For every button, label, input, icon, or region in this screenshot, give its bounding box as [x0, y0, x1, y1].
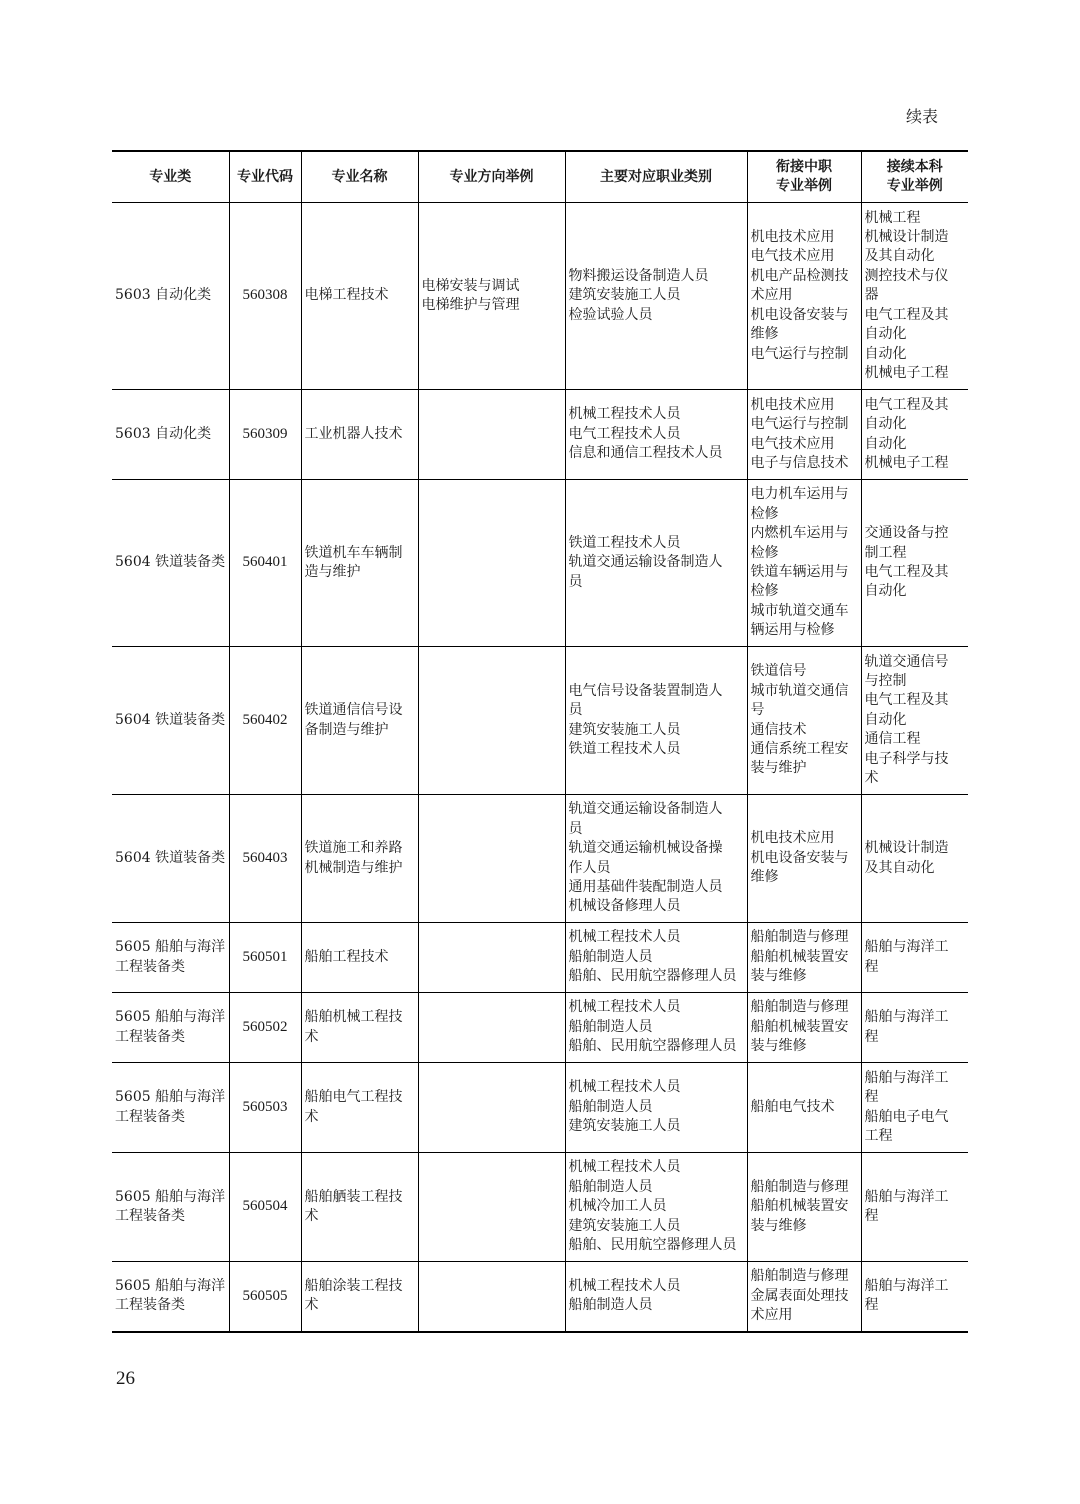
cell-text: 船舶电子电气	[864, 1108, 949, 1125]
cell-text: 5605 船舶与海洋	[115, 1188, 226, 1205]
cell-direction	[418, 1153, 565, 1262]
cell-text: 检修	[750, 505, 779, 522]
cell-name	[301, 1153, 418, 1262]
cell-text: 轨道交通运输设备制造人	[568, 801, 723, 818]
cell-text: 船舶舾装工程技	[304, 1188, 403, 1205]
cell-direction	[418, 480, 565, 647]
header-text: 主要对应职业类别	[600, 168, 712, 185]
cell-text: 城市轨道交通信	[750, 682, 849, 699]
cell-jobs	[565, 993, 747, 1063]
cell-text: 城市轨道交通车	[750, 602, 849, 619]
cell-text: 5604 铁道装备类	[115, 849, 226, 866]
cell-text: 船舶制造与修理	[750, 1268, 849, 1285]
cell-name	[301, 993, 418, 1063]
cell-text: 船舶与海洋工	[864, 1188, 949, 1205]
cell-secondary	[747, 1063, 861, 1153]
cell-text: 电子与信息技术	[750, 454, 849, 471]
cell-bachelor	[861, 647, 968, 795]
cell-code: 560505	[229, 1262, 301, 1332]
cell-category	[112, 390, 229, 480]
cell-text: 装与维修	[750, 1038, 807, 1055]
cell-category	[112, 993, 229, 1063]
cell-name	[301, 390, 418, 480]
cell-text: 船舶制造人员	[568, 1098, 653, 1115]
cell-code: 560503	[229, 1063, 301, 1153]
header-text: 专业类	[149, 168, 192, 185]
cell-text: 机械电子工程	[864, 454, 949, 471]
cell-text: 机械设计制造	[864, 229, 949, 246]
cell-text: 及其自动化	[864, 859, 935, 876]
cell-text: 工程装备类	[115, 1108, 185, 1125]
cell-text: 通信系统工程安	[750, 740, 849, 757]
table-row	[112, 1063, 968, 1153]
cell-text: 自动化	[864, 583, 907, 600]
cell-text: 铁道工程技术人员	[568, 740, 681, 757]
cell-text: 机电设备安装与	[750, 849, 849, 866]
cell-text: 内燃机车运用与	[750, 525, 849, 542]
cell-text: 船舶机械工程技	[304, 1009, 403, 1026]
cell-text: 5605 船舶与海洋	[115, 1089, 226, 1106]
cell-text: 工程装备类	[115, 958, 185, 975]
cell-text: 船舶机械装置安	[750, 1198, 849, 1215]
cell-text: 物料搬运设备制造人员	[568, 267, 709, 284]
cell-text: 术	[304, 1297, 319, 1314]
cell-direction	[418, 1262, 565, 1332]
header-direction	[418, 151, 565, 203]
cell-secondary	[747, 1262, 861, 1332]
cell-jobs	[565, 480, 747, 647]
cell-text: 建筑安装施工人员	[568, 1217, 681, 1234]
cell-text: 及其自动化	[864, 248, 935, 265]
cell-category	[112, 480, 229, 647]
cell-text: 5604 铁道装备类	[115, 554, 226, 571]
cell-secondary	[747, 923, 861, 993]
cell-text: 建筑安装施工人员	[568, 287, 681, 304]
cell-text: 造与维护	[304, 564, 361, 580]
table-row	[112, 390, 968, 480]
page-number: 26	[116, 1368, 135, 1389]
cell-text: 机械电子工程	[864, 364, 949, 381]
cell-text: 电气工程技术人员	[568, 425, 681, 442]
cell-text: 5603 自动化类	[115, 287, 212, 304]
cell-text: 员	[568, 573, 583, 590]
cell-jobs	[565, 390, 747, 480]
cell-text: 铁道车辆运用与	[750, 564, 849, 580]
cell-text: 船舶制造与修理	[750, 1178, 849, 1195]
cell-text: 电气运行与控制	[750, 345, 849, 362]
cell-code: 560501	[229, 923, 301, 993]
table-row	[112, 480, 968, 647]
cell-text: 机械工程技术人员	[568, 999, 681, 1016]
cell-code: 560309	[229, 390, 301, 480]
cell-name	[301, 1063, 418, 1153]
cell-text: 机械工程技术人员	[568, 1079, 681, 1096]
cell-text: 装与维修	[750, 1217, 807, 1234]
cell-text: 船舶制造人员	[568, 1297, 653, 1314]
cell-text: 工业机器人技术	[304, 425, 403, 442]
table-row	[112, 993, 968, 1063]
cell-direction	[418, 203, 565, 390]
cell-secondary	[747, 480, 861, 647]
cell-name	[301, 795, 418, 923]
cell-text: 轨道交通运输机械设备操	[568, 840, 723, 857]
cell-text: 铁道通信信号设	[304, 702, 403, 719]
cell-text: 机电设备安装与	[750, 306, 849, 323]
cell-secondary	[747, 647, 861, 795]
cell-text: 自动化	[864, 345, 907, 362]
header-bachelor	[861, 151, 968, 203]
cell-jobs	[565, 1153, 747, 1262]
cell-bachelor	[861, 1063, 968, 1153]
cell-text: 与控制	[864, 672, 907, 689]
cell-category	[112, 1063, 229, 1153]
cell-bachelor	[861, 390, 968, 480]
cell-text: 5605 船舶与海洋	[115, 1009, 226, 1026]
cell-text: 铁道工程技术人员	[568, 534, 681, 551]
cell-direction	[418, 795, 565, 923]
cell-text: 船舶机械装置安	[750, 948, 849, 965]
cell-text: 通信工程	[864, 731, 921, 748]
header-text: 专业举例	[886, 178, 943, 194]
table-row	[112, 795, 968, 923]
cell-text: 机电产品检测技	[750, 267, 849, 284]
cell-text: 船舶电气技术	[750, 1098, 835, 1115]
cell-text: 建筑安装施工人员	[568, 1118, 681, 1135]
cell-text: 维修	[750, 869, 779, 886]
cell-text: 通用基础件装配制造人员	[568, 878, 723, 895]
cell-text: 程	[864, 1208, 879, 1224]
cell-text: 电梯安装与调试	[421, 277, 520, 294]
cell-text: 铁道信号	[750, 663, 807, 680]
cell-text: 机械设计制造	[864, 840, 949, 857]
cell-text: 自动化	[864, 435, 907, 452]
cell-text: 自动化	[864, 416, 907, 433]
cell-direction	[418, 923, 565, 993]
header-code	[229, 151, 301, 203]
cell-code: 560504	[229, 1153, 301, 1262]
table-row	[112, 923, 968, 993]
cell-text: 船舶、民用航空器修理人员	[568, 1038, 737, 1055]
cell-code: 560308	[229, 203, 301, 390]
cell-text: 船舶制造人员	[568, 1018, 653, 1035]
cell-category	[112, 1262, 229, 1332]
cell-secondary	[747, 203, 861, 390]
cell-text: 作人员	[568, 859, 611, 876]
cell-text: 术	[864, 770, 879, 787]
cell-text: 电气技术应用	[750, 435, 835, 452]
cell-text: 电气工程及其	[864, 564, 949, 580]
header-secondary	[747, 151, 861, 203]
cell-text: 电气运行与控制	[750, 416, 849, 433]
cell-category	[112, 203, 229, 390]
cell-text: 电气技术应用	[750, 248, 835, 265]
header-category	[112, 151, 229, 203]
cell-text: 器	[864, 287, 879, 304]
cell-text: 机械工程	[864, 209, 921, 226]
cell-text: 船舶制造人员	[568, 948, 653, 965]
table-row	[112, 1262, 968, 1332]
cell-text: 机电技术应用	[750, 830, 835, 847]
cell-direction	[418, 647, 565, 795]
cell-direction	[418, 1063, 565, 1153]
cell-text: 工程装备类	[115, 1028, 185, 1045]
cell-jobs	[565, 203, 747, 390]
header-text: 衔接中职	[776, 159, 832, 175]
cell-text: 机械设备修理人员	[568, 898, 681, 915]
cell-text: 制工程	[864, 544, 907, 561]
cell-text: 船舶机械装置安	[750, 1018, 849, 1035]
cell-text: 轨道交通运输设备制造人	[568, 554, 723, 571]
cell-bachelor	[861, 993, 968, 1063]
cell-category	[112, 795, 229, 923]
cell-text: 装与维修	[750, 968, 807, 985]
cell-text: 通信技术	[750, 721, 807, 738]
cell-direction	[418, 390, 565, 480]
cell-text: 船舶与海洋工	[864, 1277, 949, 1294]
table-row	[112, 203, 968, 390]
cell-text: 船舶、民用航空器修理人员	[568, 968, 737, 985]
cell-text: 检修	[750, 544, 779, 561]
cell-text: 铁道施工和养路	[304, 840, 403, 857]
cell-text: 程	[864, 1297, 879, 1314]
cell-bachelor	[861, 480, 968, 647]
header-jobs	[565, 151, 747, 203]
cell-secondary	[747, 1153, 861, 1262]
cell-text: 机械工程技术人员	[568, 929, 681, 946]
cell-category	[112, 1153, 229, 1262]
cell-text: 机械工程技术人员	[568, 1159, 681, 1176]
cell-text: 5604 铁道装备类	[115, 711, 226, 728]
cell-bachelor	[861, 923, 968, 993]
continued-table-label: 续表	[905, 107, 938, 126]
cell-category	[112, 647, 229, 795]
cell-code: 560403	[229, 795, 301, 923]
cell-text: 员	[568, 702, 583, 719]
cell-text: 电力机车运用与	[750, 486, 849, 503]
cell-text: 机械工程技术人员	[568, 406, 681, 423]
cell-code: 560502	[229, 993, 301, 1063]
cell-name	[301, 1262, 418, 1332]
cell-text: 船舶工程技术	[304, 948, 389, 965]
cell-secondary	[747, 993, 861, 1063]
cell-text: 自动化	[864, 711, 907, 728]
cell-jobs	[565, 1063, 747, 1153]
table-row	[112, 1153, 968, 1262]
cell-text: 术	[304, 1108, 319, 1125]
cell-text: 电梯维护与管理	[421, 297, 520, 313]
cell-jobs	[565, 647, 747, 795]
cell-text: 建筑安装施工人员	[568, 721, 681, 738]
cell-jobs	[565, 795, 747, 923]
cell-text: 5605 船舶与海洋	[115, 939, 226, 956]
cell-text: 5605 船舶与海洋	[115, 1277, 226, 1294]
cell-text: 电气工程及其	[864, 396, 949, 413]
cell-bachelor	[861, 203, 968, 390]
header-text: 专业举例	[776, 178, 832, 194]
cell-text: 电子科学与技	[864, 750, 949, 767]
cell-text: 维修	[750, 326, 779, 343]
cell-text: 船舶与海洋工	[864, 1009, 949, 1026]
cell-name	[301, 647, 418, 795]
cell-text: 检验试验人员	[568, 306, 653, 323]
cell-name	[301, 923, 418, 993]
cell-category	[112, 923, 229, 993]
cell-text: 备制造与维护	[304, 721, 389, 738]
header-text: 专业方向举例	[449, 168, 534, 185]
cell-text: 检修	[750, 583, 779, 600]
cell-text: 程	[864, 1028, 879, 1045]
cell-text: 铁道机车车辆制	[304, 544, 403, 561]
cell-text: 测控技术与仪	[864, 267, 949, 284]
cell-text: 船舶与海洋工	[864, 939, 949, 956]
cell-text: 术	[304, 1208, 319, 1224]
table-header-row	[112, 151, 968, 203]
cell-text: 电气信号设备装置制造人	[568, 682, 723, 699]
cell-bachelor	[861, 795, 968, 923]
cell-text: 术应用	[750, 287, 793, 304]
cell-text: 机械工程技术人员	[568, 1277, 681, 1294]
cell-text: 装与维护	[750, 760, 807, 777]
cell-bachelor	[861, 1153, 968, 1262]
cell-text: 电气工程及其	[864, 306, 949, 323]
cell-text: 自动化	[864, 326, 907, 343]
header-name	[301, 151, 418, 203]
cell-text: 机械制造与维护	[304, 859, 403, 876]
header-text: 专业名称	[331, 168, 388, 185]
header-text: 专业代码	[237, 168, 293, 185]
cell-text: 机电技术应用	[750, 229, 835, 246]
cell-text: 金属表面处理技	[750, 1287, 849, 1304]
header-text: 接续本科	[886, 159, 943, 175]
cell-text: 船舶制造人员	[568, 1178, 653, 1195]
cell-jobs	[565, 1262, 747, 1332]
cell-text: 电梯工程技术	[304, 287, 389, 304]
cell-text: 信息和通信工程技术人员	[568, 445, 723, 462]
cell-text: 辆运用与检修	[750, 622, 835, 639]
cell-text: 电气工程及其	[864, 692, 949, 709]
cell-text: 工程装备类	[115, 1297, 185, 1314]
cell-code: 560402	[229, 647, 301, 795]
cell-text: 号	[750, 702, 765, 719]
cell-secondary	[747, 795, 861, 923]
cell-text: 交通设备与控	[864, 525, 949, 542]
cell-text: 员	[568, 820, 583, 837]
cell-text: 船舶制造与修理	[750, 929, 849, 946]
cell-text: 机电技术应用	[750, 396, 835, 413]
cell-text: 5603 自动化类	[115, 425, 212, 442]
cell-text: 船舶与海洋工	[864, 1069, 949, 1086]
cell-text: 船舶涂装工程技	[304, 1277, 403, 1294]
cell-name	[301, 203, 418, 390]
cell-jobs	[565, 923, 747, 993]
table-body	[112, 203, 968, 1332]
cell-text: 机械冷加工人员	[568, 1198, 667, 1215]
cell-text: 工程	[864, 1127, 893, 1144]
cell-secondary	[747, 390, 861, 480]
cell-direction	[418, 993, 565, 1063]
cell-text: 程	[864, 958, 879, 975]
cell-text: 程	[864, 1089, 879, 1106]
major-catalog-table	[112, 150, 968, 1333]
cell-text: 术	[304, 1028, 319, 1045]
cell-bachelor	[861, 1262, 968, 1332]
cell-text: 船舶、民用航空器修理人员	[568, 1237, 737, 1254]
table-row	[112, 647, 968, 795]
cell-text: 工程装备类	[115, 1208, 185, 1224]
cell-text: 轨道交通信号	[864, 653, 949, 670]
cell-code: 560401	[229, 480, 301, 647]
cell-text: 船舶制造与修理	[750, 999, 849, 1016]
cell-text: 术应用	[750, 1306, 793, 1323]
cell-name	[301, 480, 418, 647]
cell-text: 船舶电气工程技	[304, 1089, 403, 1106]
